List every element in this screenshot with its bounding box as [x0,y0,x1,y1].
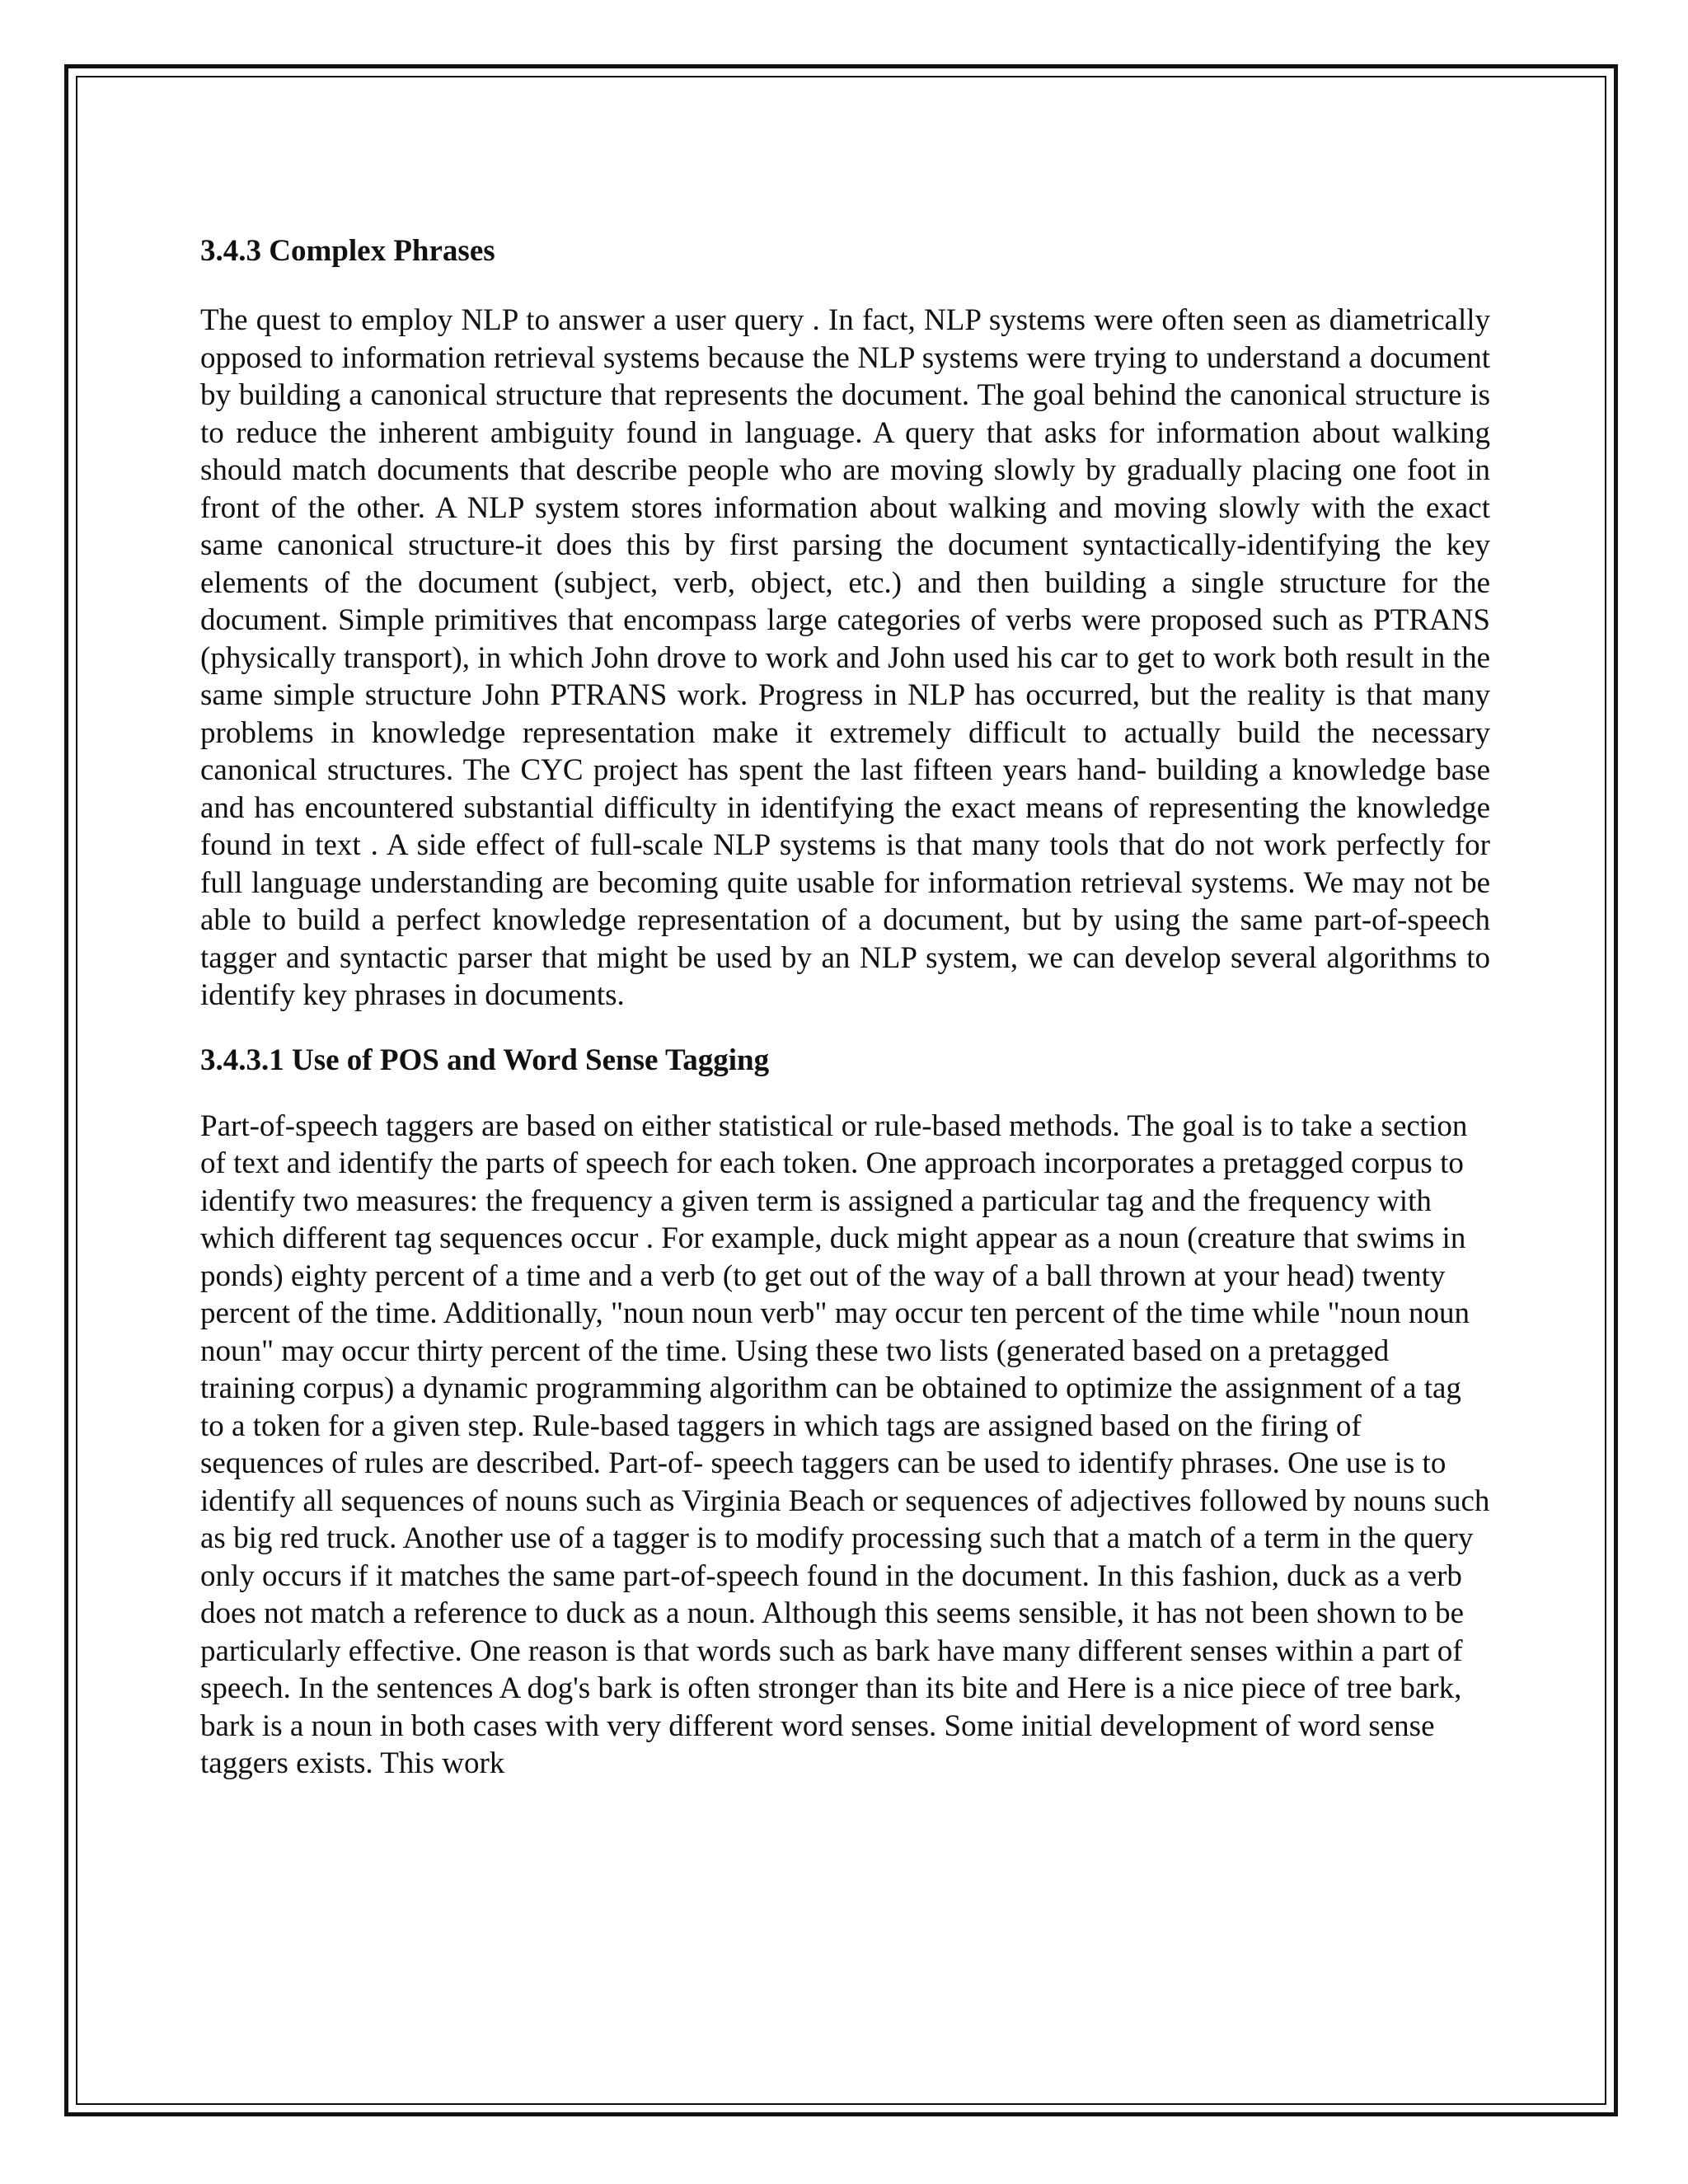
document-content [200,232,1490,1783]
section-paragraph: The quest to employ NLP to answer a user query . In fact, NLP systems were often seen as diametrically opposed to information retrieval systems because the NLP systems were trying to understand a document by building a canonical structure that represents the document. The goal behind the canonical structure is to reduce the inherent ambiguity found in language. A query that asks for information about walking should match documents that describe people who are moving slowly by gradually placing one foot in front of the other. A NLP system stores information about walking and moving slowly with the exact same canonical structure-it does this by first parsing the document syntactically-identifying the key elements of the document (subject, verb, object, etc.) and then building a single structure for the document. Simple primitives that encompass large categories of verbs were proposed such as PTRANS (physically transport), in which John drove to work and John used his car to get to work both result in the same simple structure John PTRANS work. Progress in NLP has occurred, but the reality is that many problems in knowledge representation make it extremely difficult to actually build the necessary canonical structures. The CYC project has spent the last fifteen years hand- building a knowledge base and has encountered substantial difficulty in identifying the exact means of representing the knowledge found in text . A side effect of full-scale NLP systems is that many tools that do not work perfectly for full language understanding are becoming quite usable for information retrieval systems. We may not be able to build a perfect knowledge representation of a document, but by using the same part-of-speech tagger and syntactic parser that might be used by an NLP system, we can develop several algorithms to identify key phrases in documents. [200,303,1490,1012]
subsection-heading: 3.4.3.1 Use of POS and Word Sense Tagging [200,1043,770,1077]
section-heading: 3.4.3 Complex Phrases [200,234,495,268]
subsection-paragraph: Part-of-speech taggers are based on either statistical or rule-based methods. The goal is to take a section of text and identify the parts of speech for each token. One approach incorporates a pretagged corpus to identify two measures: the frequency a given term is assigned a particular tag and the frequency with which different tag sequences occur . For example, duck might appear as a noun (creature that swims in ponds) eighty percent of a time and a verb (to get out of the way of a ball thrown at your head) twenty percent of the time. Additionally, "noun noun verb" may occur ten percent of the time while "noun noun noun" may occur thirty percent of the time. Using these two lists (generated based on a pretagged training corpus) a dynamic programming algorithm can be obtained to optimize the assignment of a tag to a token for a given step. Rule-based taggers in which tags are assigned based on the firing of sequences of rules are described. Part-of- speech taggers can be used to identify phrases. One use is to identify all sequences of nouns such as Virginia Beach or sequences of adjectives followed by nouns such as big red truck. Another use of a tagger is to modify processing such that a match of a term in the query only occurs if it matches the same part-of-speech found in the document. In this fashion, duck as a verb does not match a reference to duck as a noun. Although this seems sensible, it has not been shown to be particularly effective. One reason is that words such as bark have many different senses within a part of speech. In the sentences A dog's bark is often stronger than its bite and Here is a nice piece of tree bark, bark is a noun in both cases with very different word senses. Some initial development of word sense taggers exists. This work [200,1108,1490,1780]
